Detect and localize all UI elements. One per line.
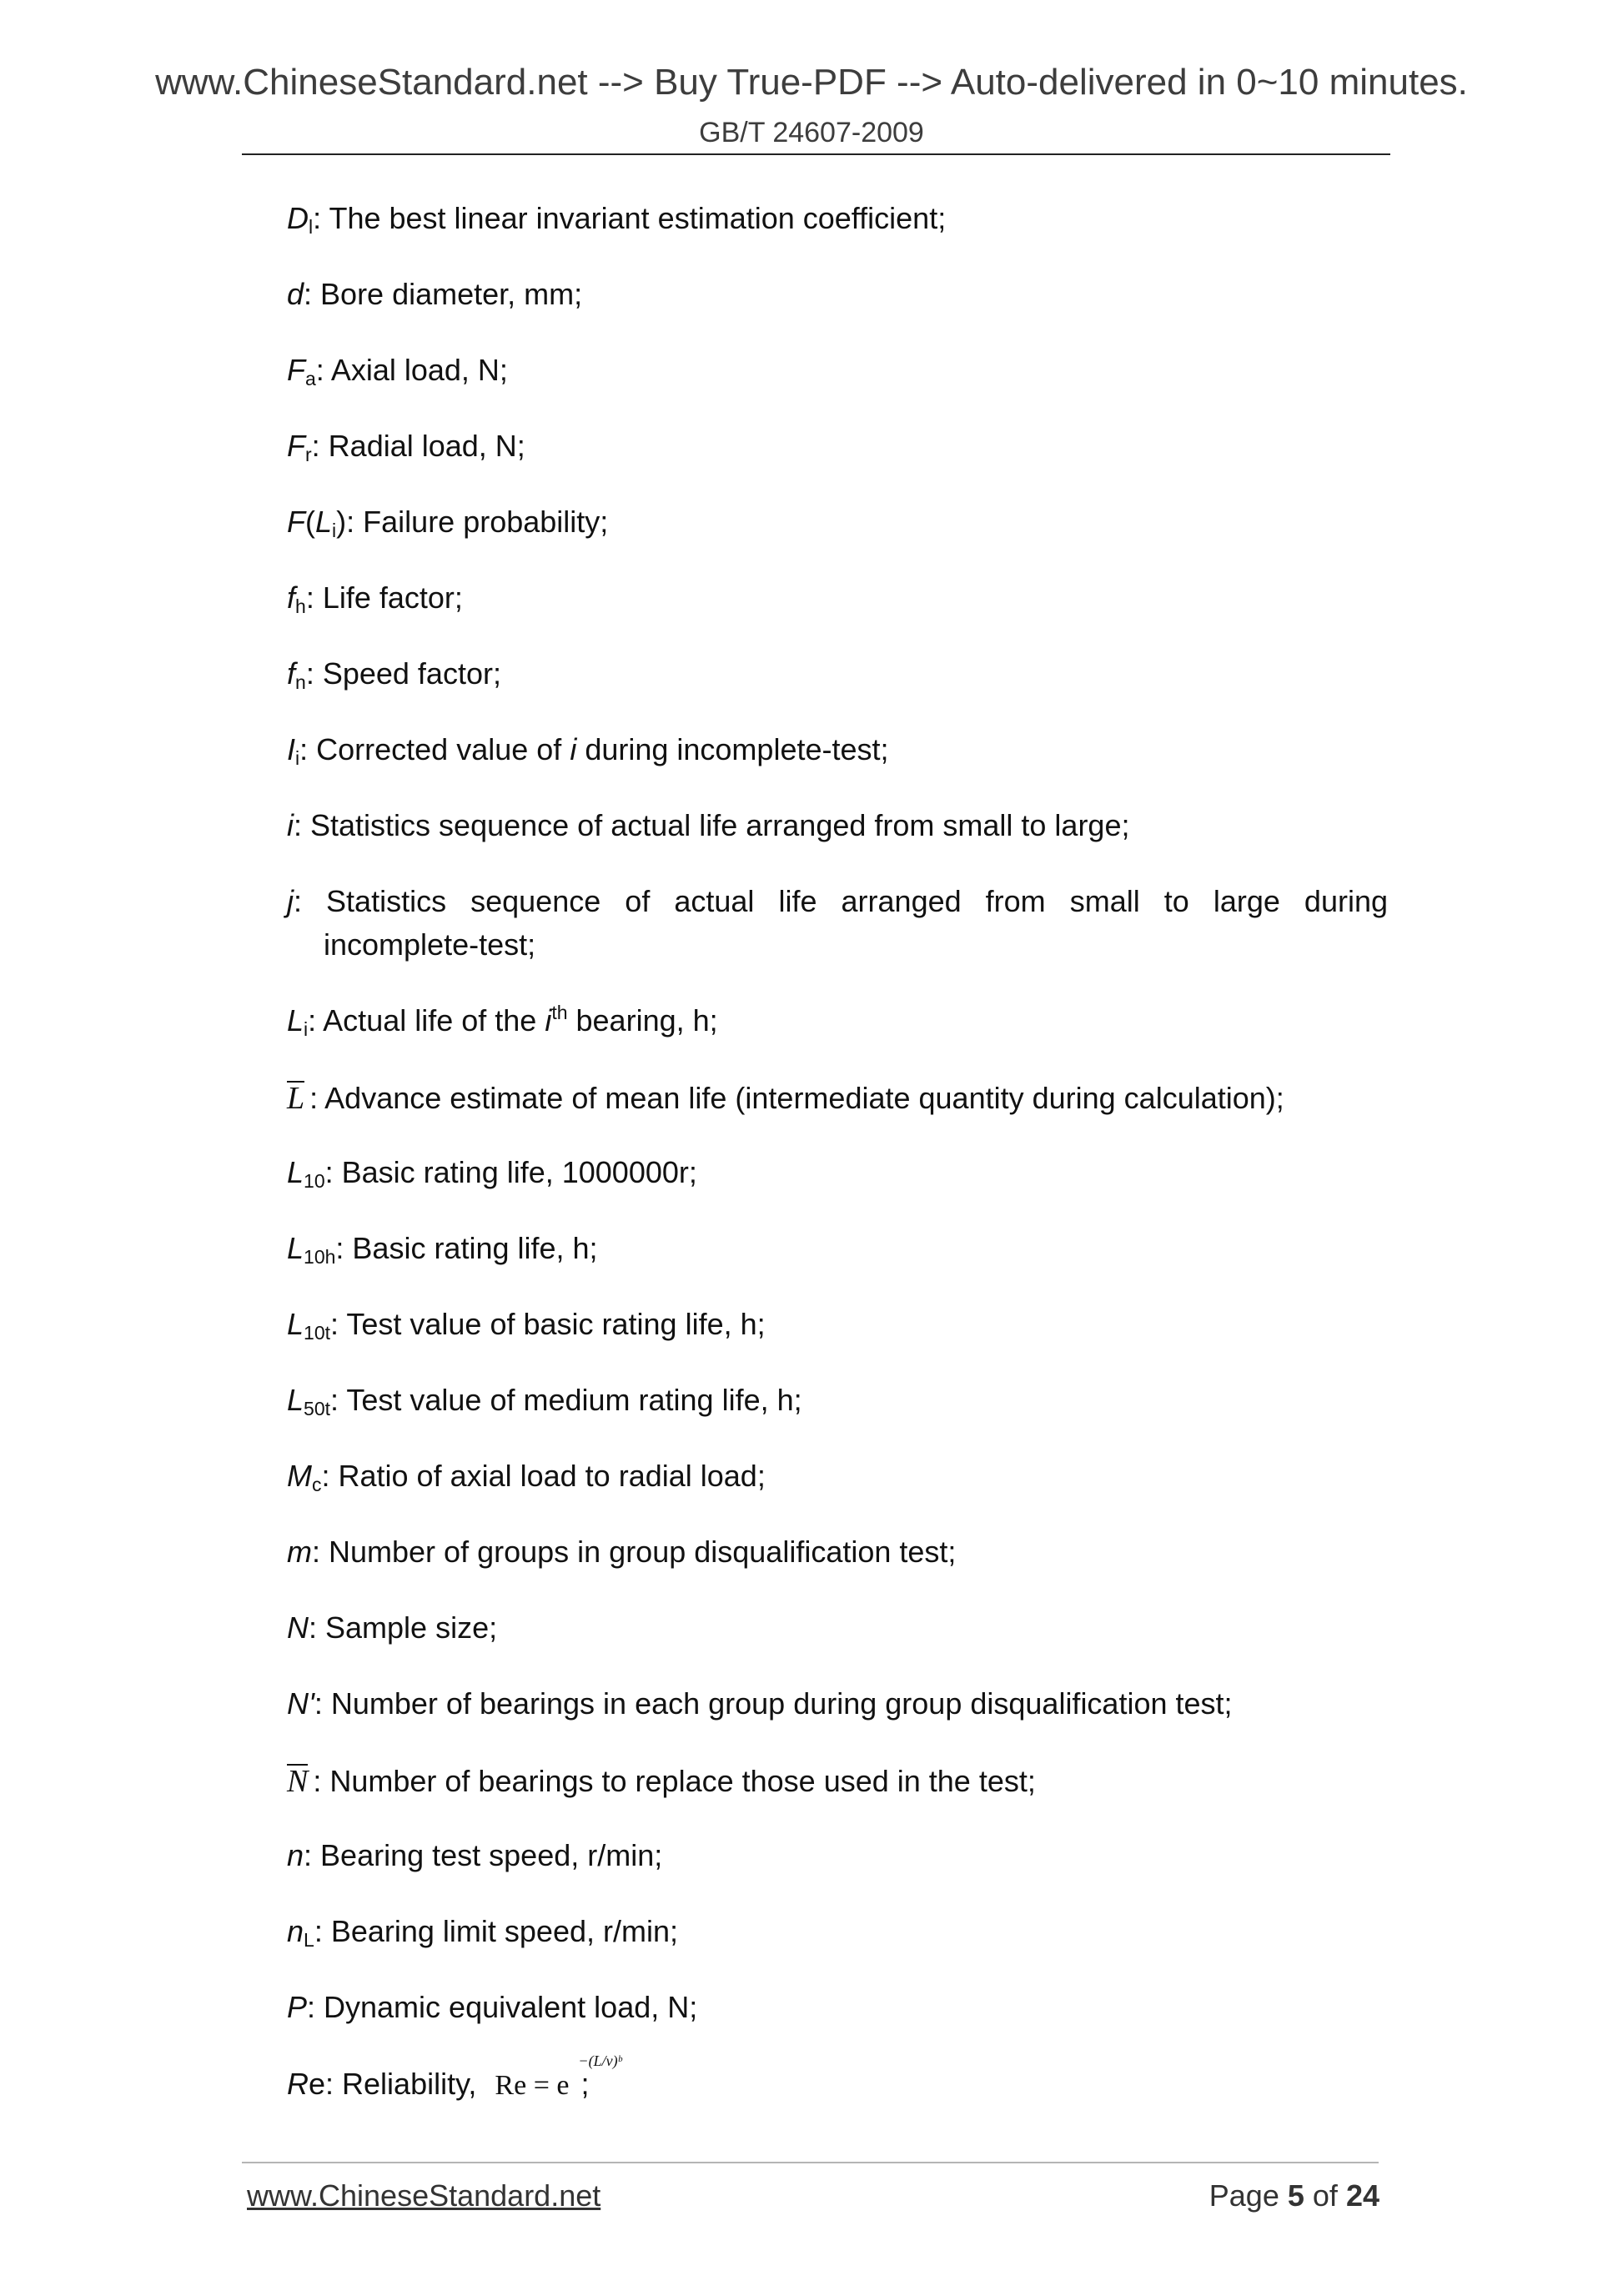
subscript: h xyxy=(295,595,306,617)
definition-text: : Number of bearings to replace those used in the test; xyxy=(313,1764,1036,1798)
definition-text: : Bearing limit speed, r/min; xyxy=(314,1914,678,1948)
definition-text: : Failure probability; xyxy=(346,505,609,539)
definition-n-size xyxy=(287,1606,1388,1650)
definition-text: incomplete-test; xyxy=(324,927,536,962)
symbol: N' xyxy=(287,1686,314,1721)
definition-nbar xyxy=(287,1760,1388,1803)
definition-text: : Basic rating life, h; xyxy=(335,1231,598,1265)
definition-text: : Bore diameter, mm; xyxy=(304,277,583,311)
symbol: L xyxy=(287,1383,304,1417)
definition-text: : Reliability, xyxy=(325,2067,477,2101)
subscript: 10 xyxy=(304,1170,325,1192)
subscript: 10h xyxy=(304,1246,336,1268)
symbol-overline: L xyxy=(287,1081,305,1116)
definition-i xyxy=(287,804,1388,847)
definition-l50t xyxy=(287,1379,1388,1422)
definition-text: : Corrected value of xyxy=(299,732,570,766)
definition-j xyxy=(287,880,1388,923)
symbol: F xyxy=(287,429,305,463)
definition-text: : Speed factor; xyxy=(305,656,501,691)
definition-fli xyxy=(287,500,1388,544)
symbol: L xyxy=(287,1003,304,1037)
definition-li xyxy=(287,999,1388,1042)
subscript: i xyxy=(295,747,300,769)
subscript: i xyxy=(304,1018,309,1040)
definition-text: : Axial load, N; xyxy=(315,353,508,387)
definition-fh xyxy=(287,576,1388,620)
definition-l10 xyxy=(287,1151,1388,1194)
subscript: c xyxy=(312,1474,322,1495)
definition-d xyxy=(287,273,1388,316)
symbol: d xyxy=(287,277,304,311)
symbol: f xyxy=(287,580,296,615)
definition-text: : Test value of medium rating life, h; xyxy=(330,1383,802,1417)
page-word: Page xyxy=(1208,2178,1279,2213)
symbol: L xyxy=(287,1155,304,1189)
subscript: l xyxy=(309,216,314,238)
definition-text-tail: bearing, h; xyxy=(567,1003,718,1037)
definition-m xyxy=(287,1530,1388,1574)
page-indicator xyxy=(1201,2178,1379,2213)
definition-mc xyxy=(287,1454,1388,1498)
definition-text: : Basic rating life, 1000000r; xyxy=(324,1155,697,1189)
definition-re xyxy=(287,2052,1388,2108)
formula-base: Re = e xyxy=(495,2070,570,2101)
page-number: 5 xyxy=(1287,2178,1304,2213)
subscript: i xyxy=(332,520,337,541)
definition-text-tail: during incomplete-test; xyxy=(576,732,889,766)
symbol-tail: e xyxy=(309,2067,326,2101)
definition-text: : Life factor; xyxy=(305,580,463,615)
symbol-overline: N xyxy=(287,1764,309,1799)
footer-divider xyxy=(242,2162,1379,2163)
symbol: D xyxy=(287,201,309,235)
symbol: j xyxy=(287,884,294,918)
symbol: N xyxy=(287,1610,309,1645)
symbol: L xyxy=(287,1307,304,1341)
symbol-secondary: i xyxy=(570,732,577,766)
definition-text: : Statistics sequence of actual life arranged from small to large during xyxy=(294,884,1388,918)
subscript: 50t xyxy=(304,1398,331,1419)
reliability-formula xyxy=(495,2052,622,2108)
definition-text: : Advance estimate of mean life (intermediate quantity during calculation); xyxy=(309,1081,1284,1115)
definition-dl xyxy=(287,197,1388,240)
formula-exponent: −(L/v)ᵇ xyxy=(578,2052,622,2069)
definition-text: : Actual life of the xyxy=(308,1003,545,1037)
definition-fr xyxy=(287,425,1388,468)
definition-text: : Test value of basic rating life, h; xyxy=(330,1307,766,1341)
symbol: f xyxy=(287,656,296,691)
standard-number: GB/T 24607-2009 xyxy=(699,117,924,148)
subscript: a xyxy=(305,368,316,389)
definition-text: : Bearing test speed, r/min; xyxy=(304,1838,663,1872)
definition-j-continuation xyxy=(287,923,1425,967)
header-banner: www.ChineseStandard.net --> Buy True-PDF --> Auto-delivered in 0~10 minutes. xyxy=(155,62,1468,103)
footer-site-link[interactable]: www.ChineseStandard.net xyxy=(247,2178,601,2213)
open-paren: ( xyxy=(305,505,315,539)
definition-text: : Number of groups in group disqualification test; xyxy=(312,1535,957,1569)
symbol: m xyxy=(287,1535,312,1569)
definition-text: : Ratio of axial load to radial load; xyxy=(321,1459,766,1493)
definition-l10h xyxy=(287,1227,1388,1270)
symbol-secondary: L xyxy=(315,505,333,539)
page-total: 24 xyxy=(1345,2178,1379,2213)
superscript: th xyxy=(551,1002,568,1023)
definition-text: : The best linear invariant estimation coefficient; xyxy=(313,201,947,235)
definition-text: : Dynamic equivalent load, N; xyxy=(307,1990,698,2024)
definition-fn xyxy=(287,652,1388,696)
definition-l10t xyxy=(287,1303,1388,1346)
of-word: of xyxy=(1312,2178,1338,2213)
definition-text: : Number of bearings in each group during group disqualification test; xyxy=(314,1686,1233,1721)
symbol: F xyxy=(287,505,305,539)
definition-nprime xyxy=(287,1682,1388,1726)
header-divider xyxy=(242,153,1390,155)
symbol: P xyxy=(287,1990,308,2024)
definition-lbar xyxy=(287,1077,1388,1120)
symbol-secondary: i xyxy=(545,1003,552,1037)
definition-n-speed xyxy=(287,1834,1388,1877)
symbol: n xyxy=(287,1914,304,1948)
subscript: n xyxy=(295,671,306,693)
definition-ii xyxy=(287,728,1388,771)
symbol: F xyxy=(287,353,305,387)
symbol: L xyxy=(287,1231,304,1265)
subscript: r xyxy=(305,444,312,465)
definition-fa xyxy=(287,349,1388,392)
definition-nl xyxy=(287,1910,1388,1953)
subscript: L xyxy=(304,1929,314,1951)
formula-terminator: ; xyxy=(580,2067,590,2101)
definition-p xyxy=(287,1986,1388,2029)
symbol: R xyxy=(287,2067,309,2101)
subscript: 10t xyxy=(304,1322,331,1344)
definition-text: : Statistics sequence of actual life arranged from small to large; xyxy=(294,808,1130,842)
definition-text: : Radial load, N; xyxy=(311,429,525,463)
symbol: n xyxy=(287,1838,304,1872)
definition-text: : Sample size; xyxy=(309,1610,498,1645)
symbol: M xyxy=(287,1459,312,1493)
symbol: i xyxy=(287,808,294,842)
close-paren: ) xyxy=(336,505,347,539)
symbol: I xyxy=(287,732,296,766)
